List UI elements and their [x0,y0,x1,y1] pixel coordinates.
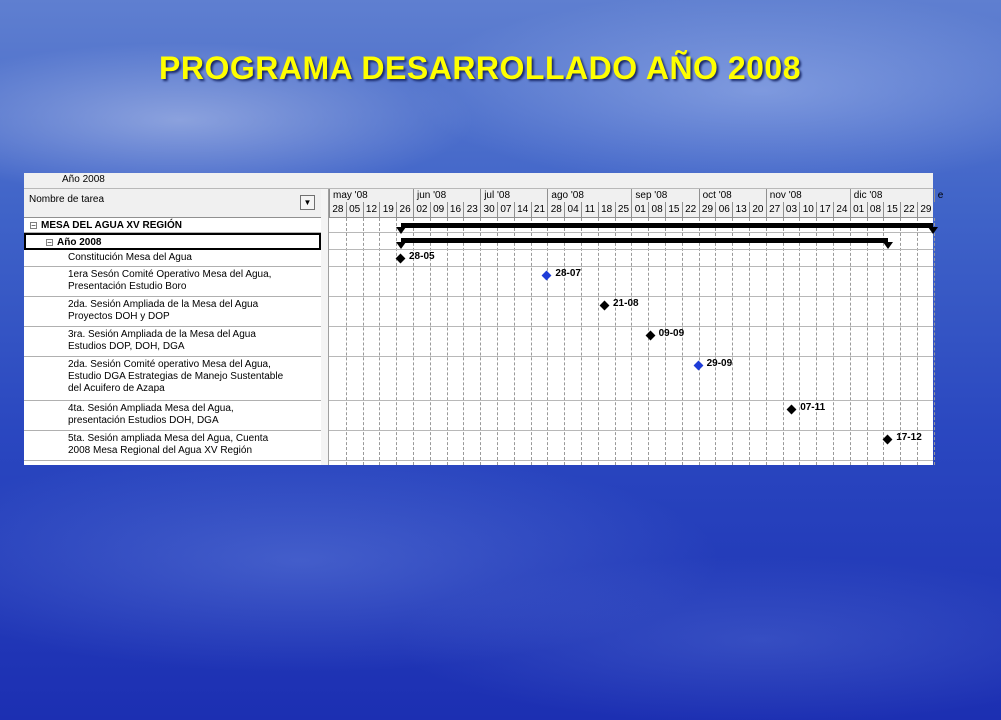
week-gridline [934,218,935,465]
week-label: 25 [615,202,632,217]
week-gridline [816,218,817,465]
week-label: 20 [749,202,766,217]
task-row[interactable] [24,297,321,327]
week-gridline [783,218,784,465]
collapse-icon[interactable]: − [31,221,36,230]
collapse-icon[interactable]: − [47,238,52,247]
summary-bar-mesa-del-agua[interactable] [401,223,933,228]
week-label: 10 [799,202,816,217]
row-gridline [329,249,933,250]
summary-bar-cap [928,227,938,234]
timescale-months [329,189,944,202]
week-label: 05 [346,202,363,217]
week-label: 01 [850,202,867,217]
week-label: 22 [900,202,917,217]
task-name-column-header[interactable] [24,189,322,218]
chevron-down-icon[interactable]: ▼ [300,195,315,210]
gantt-chart-area [329,218,933,465]
slide-title: PROGRAMA DESARROLLADO AÑO 2008 [158,50,802,86]
task-row[interactable] [24,431,321,461]
week-gridline [564,218,565,465]
week-label: 29 [699,202,716,217]
row-gridline [329,460,933,461]
week-gridline [766,218,767,465]
milestone-date-label: 21-08 [613,298,639,309]
week-label: 29 [917,202,934,217]
week-gridline [598,218,599,465]
week-gridline [581,218,582,465]
week-label: 02 [413,202,430,217]
week-label: 18 [598,202,615,217]
week-label: 09 [430,202,447,217]
timescale-weeks [329,202,933,218]
week-gridline [346,218,347,465]
week-gridline [547,218,548,465]
week-label: 07 [497,202,514,217]
week-gridline [480,218,481,465]
task-name-header-label: Nombre de tarea [29,194,105,205]
task-row[interactable] [24,401,321,431]
task-name: 4ta. Sesión Ampliada Mesa del Agua, presentación Estudios DOH, DGA [68,403,234,426]
month-label: jul '08 [480,189,547,202]
week-gridline [531,218,532,465]
milestone-marker[interactable] [600,301,610,311]
task-name: MESA DEL AGUA XV REGIÓN [41,220,182,231]
week-label: 22 [682,202,699,217]
week-label: 21 [531,202,548,217]
week-gridline [850,218,851,465]
gantt-panel [24,173,944,465]
month-label: dic '08 [850,189,934,202]
week-gridline [833,218,834,465]
week-label: 04 [564,202,581,217]
week-gridline [447,218,448,465]
week-gridline [867,218,868,465]
week-label: 19 [379,202,396,217]
week-gridline [648,218,649,465]
summary-bar-cap [396,242,406,249]
week-label: 28 [329,202,346,217]
month-label: oct '08 [699,189,766,202]
task-row[interactable] [24,250,321,267]
row-gridline [329,430,933,431]
week-label: 27 [766,202,783,217]
week-gridline [615,218,616,465]
week-label: 11 [581,202,598,217]
month-label: may '08 [329,189,413,202]
summary-bar-ano-2008[interactable] [401,238,888,243]
week-gridline [799,218,800,465]
row-gridline [329,296,933,297]
milestone-date-label: 29-09 [706,358,733,369]
milestone-marker[interactable] [542,271,552,281]
month-label: jun '08 [413,189,480,202]
week-gridline [715,218,716,465]
week-label: 14 [514,202,531,217]
milestone-date-label: 28-05 [409,251,435,262]
week-label: 24 [833,202,850,217]
milestone-date-label: 09-09 [658,328,685,339]
week-gridline [463,218,464,465]
week-label: 23 [463,202,480,217]
week-gridline [917,218,918,465]
row-gridline [329,400,933,401]
task-name: 1era Sesón Comité Operativo Mesa del Agua, Presentación Estudio Boro [68,269,272,292]
week-label: 08 [648,202,665,217]
week-gridline [497,218,498,465]
week-label: 15 [883,202,900,217]
week-gridline [514,218,515,465]
summary-bar-cap [883,242,893,249]
task-name: 2da. Sesión Ampliada de la Mesa del Agua Proyectos DOH y DOP [68,299,259,322]
row-gridline [329,232,933,233]
week-gridline [682,218,683,465]
summary-bar-cap [396,227,406,234]
week-label: 03 [783,202,800,217]
month-label: e [934,189,1001,202]
week-gridline [699,218,700,465]
week-label: 12 [363,202,380,217]
week-label: 08 [867,202,884,217]
row-gridline [329,326,933,327]
pane-splitter[interactable] [321,189,329,465]
milestone-date-label: 07-11 [800,402,826,413]
task-row[interactable] [24,267,321,297]
week-label: 15 [665,202,682,217]
week-gridline [900,218,901,465]
week-gridline [379,218,380,465]
year-label: Año 2008 [62,174,105,185]
milestone-date-label: 17-12 [896,432,922,443]
summary-task-row[interactable] [24,233,321,250]
week-label: 26 [396,202,413,217]
week-gridline [665,218,666,465]
week-label: 01 [631,202,648,217]
task-name: 2da. Sesión Comité operativo Mesa del Agua, Estudio DGA Estrategias de Manejo Sustentable del Acuifero de Azapa [68,359,284,394]
milestone-marker[interactable] [787,405,797,415]
milestone-marker[interactable] [645,331,655,341]
row-gridline [329,356,933,357]
month-label: sep '08 [631,189,698,202]
milestone-marker[interactable] [693,361,703,371]
summary-task-row[interactable] [24,218,321,233]
week-gridline [363,218,364,465]
week-gridline [883,218,884,465]
task-row[interactable] [24,327,321,357]
task-name: 5ta. Sesión ampliada Mesa del Agua, Cuenta 2008 Mesa Regional del Agua XV Región [68,433,269,456]
month-label: ago '08 [547,189,631,202]
month-label: nov '08 [766,189,850,202]
row-gridline [329,266,933,267]
gantt-timescale-year-bar [24,173,933,189]
week-gridline [732,218,733,465]
week-label: 30 [480,202,497,217]
milestone-date-label: 28-07 [555,268,581,279]
week-label: 06 [715,202,732,217]
task-name: Constitución Mesa del Agua [68,252,192,263]
week-label: 17 [816,202,833,217]
week-gridline [749,218,750,465]
week-gridline [631,218,632,465]
task-row[interactable] [24,357,321,401]
week-label: 13 [732,202,749,217]
week-label: 28 [547,202,564,217]
week-label: 16 [447,202,464,217]
task-name: Año 2008 [57,237,102,248]
task-name: 3ra. Sesión Ampliada de la Mesa del Agua Estudios DOP, DOH, DGA [68,329,256,352]
